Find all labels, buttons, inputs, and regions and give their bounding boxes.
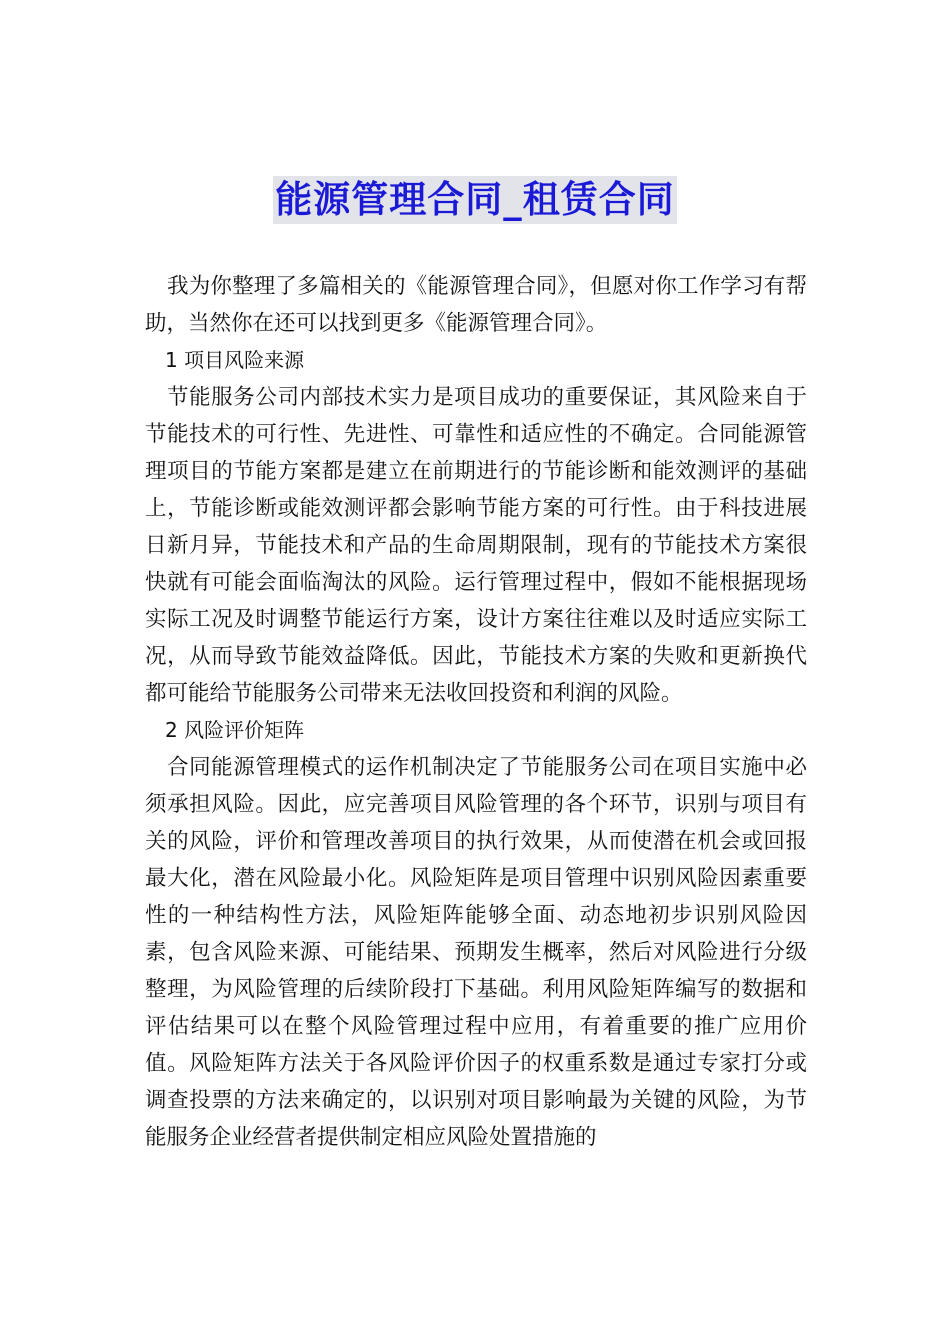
intro-paragraph: 我为你整理了多篇相关的《能源管理合同》，但愿对你工作学习有帮助，当然你在还可以找到更多《能源管理合同》。 [145, 274, 807, 336]
section-heading-risk-matrix: 2 风险评价矩阵 [165, 718, 305, 742]
section-heading-risk-source: 1 项目风险来源 [165, 348, 305, 372]
section-paragraph-risk-source: 节能服务公司内部技术实力是项目成功的重要保证，其风险来自于节能技术的可行性、先进性、可靠性和适应性的不确定。合同能源管理项目的节能方案都是建立在前期进行的节能诊断和能效测评的基础上，节能诊断或能效测评都会影响节能方案的可行性。由于科技进展日新月异，节能技术和产品的生命周期限制，现有的节能技术方案很快就有可能会面临淘汰的风险。运行管理过程中，假如不能根据现场实际工况及时调整节能运行方案，设计方案往往难以及时适应实际工况，从而导致节能效益降低。因此，节能技术方案的失败和更新换代都可能给节能服务公司带来无法收回投资和利润的风险。 [145, 385, 807, 706]
section-paragraph-risk-matrix: 合同能源管理模式的运作机制决定了节能服务公司在项目实施中必须承担风险。因此，应完善项目风险管理的各个环节，识别与项目有关的风险，评价和管理改善项目的执行效果，从而使潜在机会或回报最大化，潜在风险最小化。风险矩阵是项目管理中识别风险因素重要性的一种结构性方法，风险矩阵能够全面、动态地初步识别风险因素，包含风险来源、可能结果、预期发生概率，然后对风险进行分级整理，为风险管理的后续阶段打下基础。利用风险矩阵编写的数据和评估结果可以在整个风险管理过程中应用，有着重要的推广应用价值。风险矩阵方法关于各风险评价因子的权重系数是通过专家打分或调查投票的方法来确定的，以识别对项目影响最为关键的风险，为节能服务企业经营者提供制定相应风险处置措施的 [145, 755, 807, 1150]
title-container [0, 176, 950, 224]
document-title[interactable]: 能源管理合同_租赁合同 [273, 176, 677, 224]
document-body [145, 268, 807, 1156]
